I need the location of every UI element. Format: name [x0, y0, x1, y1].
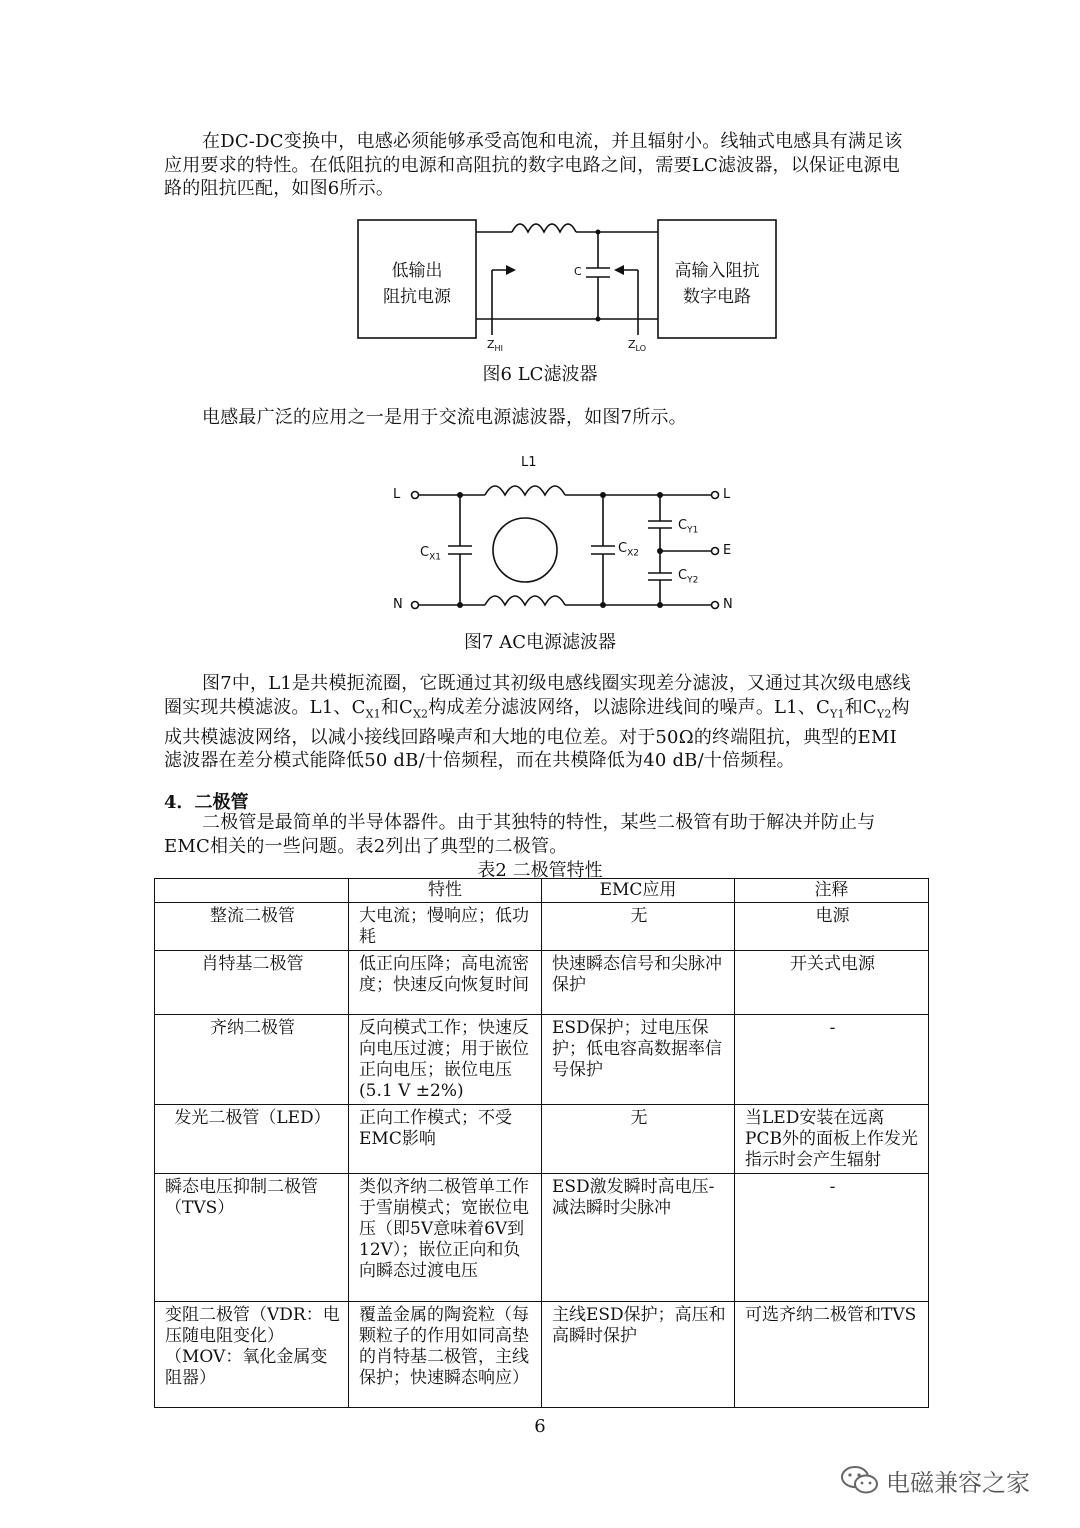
ac-filter-diagram	[395, 455, 735, 620]
table-cell: ESD激发瞬时高电压-减法瞬时尖脉冲	[542, 1174, 735, 1302]
table-cell: 大电流；慢响应；低功耗	[349, 903, 542, 951]
table-cell: -	[735, 1015, 929, 1105]
table-header: 注释	[735, 879, 929, 903]
high-impedance-circuit-label: 高输入阻抗 数字电路	[674, 261, 760, 307]
table-cell: 开关式电源	[735, 951, 929, 1015]
table-header	[155, 879, 349, 903]
cx1-label: $C_{X1}$	[420, 545, 441, 563]
table-cell: 瞬态电压抑制二极管（TVS）	[155, 1174, 349, 1302]
table-cell: 当LED安装在远离PCB外的面板上作发光指示时会产生辐射	[735, 1105, 929, 1174]
core-circle	[493, 518, 557, 582]
table-cell: 快速瞬态信号和尖脉冲保护	[542, 951, 735, 1015]
table-cell: 正向工作模式；不受EMC影响	[349, 1105, 542, 1174]
table-cell: 变阻二极管（VDR：电压随电阻变化）（MOV：氧化金属变阻器）	[155, 1302, 349, 1408]
l1-bottom-winding	[485, 596, 565, 605]
table-row	[155, 1105, 929, 1174]
diode-characteristics-table	[154, 878, 929, 1408]
table-header-row	[155, 879, 929, 903]
table-header: EMC应用	[542, 879, 735, 903]
page-number: 6	[534, 1416, 546, 1437]
cx2-label: $C_{X2}$	[618, 541, 639, 559]
input-n-label: N	[393, 597, 403, 612]
arrow-right-icon	[506, 265, 516, 275]
table-cell: ESD保护；过电压保护；低电容高数据率信号保护	[542, 1015, 735, 1105]
capacitor-label: C	[574, 265, 582, 278]
paragraph-dcdc: 在DC-DC变换中，电感必须能够承受高饱和电流，并且辐射小。线轴式电感具有满足该应用要求的特性。在低阻抗的电源和高阻抗的数字电路之间，需要LC滤波器，以保证电源电路的阻抗匹配，如图6所示。	[164, 131, 903, 199]
paragraph-diodes-intro: 二极管是最简单的半导体器件。由于其独特的特性，某些二极管有助于解决并防止与EMC相关的一些问题。表2列出了典型的二极管。	[164, 812, 876, 857]
z-lo-label: $Z_{LO}$	[628, 338, 647, 354]
section-heading-diodes: 4．二极管	[164, 792, 249, 813]
cy1-label: $C_{Y1}$	[678, 518, 699, 536]
inductor-symbol	[512, 224, 576, 232]
table-cell: 肖特基二极管	[155, 951, 349, 1015]
watermark-text: 电磁兼容之家	[886, 1468, 1030, 1497]
table-cell: 可选齐纳二极管和TVS	[735, 1302, 929, 1408]
table-cell: 无	[542, 1105, 735, 1174]
low-impedance-source-label: 低输出 阻抗电源	[383, 261, 451, 307]
table-cell: 发光二极管（LED）	[155, 1105, 349, 1174]
z-hi-label: $Z_{HI}$	[487, 338, 503, 354]
table-cell: 覆盖金属的陶瓷粒（每颗粒子的作用如同高垫的肖特基二极管，主线保护；快速瞬态响应）	[349, 1302, 542, 1408]
table-cell: 类似齐纳二极管单工作于雪崩模式；宽嵌位电压（即5V意味着6V到12V）；嵌位正向和负向瞬态过渡电压	[349, 1174, 542, 1302]
input-l-label: L	[393, 487, 401, 502]
watermark	[840, 1460, 1060, 1500]
table-cell: 低正向压降；高电流密度；快速反向恢复时间	[349, 951, 542, 1015]
table-row	[155, 903, 929, 951]
paragraph-ac-filter-intro: 电感最广泛的应用之一是用于交流电源滤波器，如图7所示。	[202, 407, 687, 428]
table-cell: 反向模式工作；快速反向电压过渡；用于嵌位正向电压；嵌位电压(5.1 V ±2%)	[349, 1015, 542, 1105]
table-cell: 无	[542, 903, 735, 951]
output-l-label: L	[723, 487, 731, 502]
paragraph-common-mode-choke: 图7中，L1是共模扼流圈，它既通过其初级电感线圈实现差分滤波，又通过其次级电感线圈实现共模滤波。L1、$C_{X1}$和$C_{X2}$构成差分滤波网络，以滤除进线间的噪声。L1、$C_{Y1}$和$C_{Y2}$构成共模滤波网络，以减小接线回路噪声和大地的电位差。对于50Ω的终端阻抗，典型的EMI滤波器在差分模式能降低50 dB/十倍频程，而在共模降低为40 dB/十倍频程。	[164, 673, 911, 772]
figure7-caption: 图7 AC电源滤波器	[464, 632, 616, 653]
output-e-label: E	[723, 543, 732, 558]
table-cell: 电源	[735, 903, 929, 951]
table-row	[155, 1302, 929, 1408]
table-row	[155, 951, 929, 1015]
table-cell: 齐纳二极管	[155, 1015, 349, 1105]
output-n-label: N	[723, 597, 733, 612]
wechat-icon	[840, 1464, 880, 1496]
l1-label: L1	[521, 455, 537, 470]
table-cell: -	[735, 1174, 929, 1302]
table-title: 表2 二极管特性	[477, 860, 603, 881]
cy2-label: $C_{Y2}$	[678, 568, 699, 586]
table-cell: 整流二极管	[155, 903, 349, 951]
table-header: 特性	[349, 879, 542, 903]
table-cell: 主线ESD保护；高压和高瞬时保护	[542, 1302, 735, 1408]
arrow-left-icon	[614, 265, 624, 275]
l1-top-winding	[485, 486, 565, 495]
figure6-caption: 图6 LC滤波器	[482, 364, 598, 385]
table-row	[155, 1174, 929, 1302]
table-row	[155, 1015, 929, 1105]
